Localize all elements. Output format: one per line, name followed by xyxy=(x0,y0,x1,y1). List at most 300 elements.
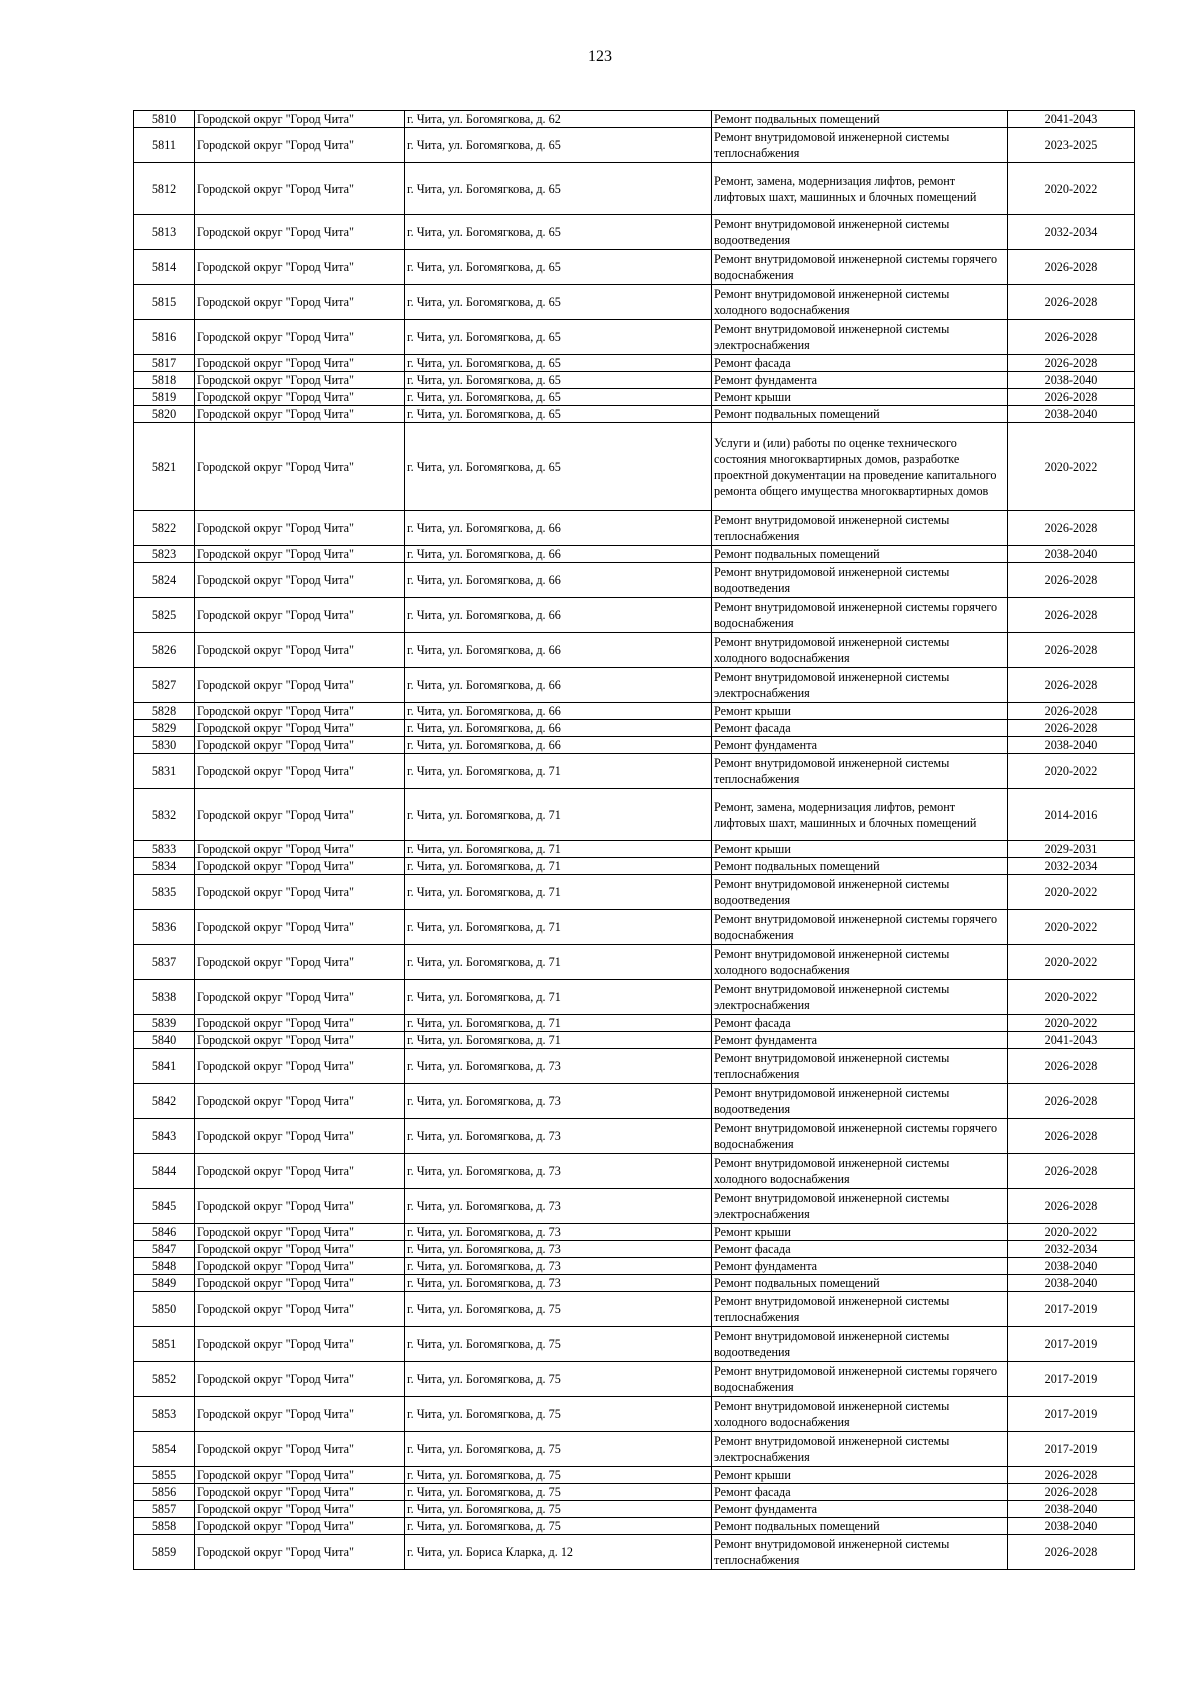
cell-period: 2026-2028 xyxy=(1008,633,1135,668)
table-row xyxy=(134,1154,1135,1189)
cell-work-type: Ремонт внутридомовой инженерной системы электроснабжения xyxy=(712,1189,1008,1224)
cell-period: 2038-2040 xyxy=(1008,1275,1135,1292)
cell-municipality: Городской округ "Город Чита" xyxy=(195,858,405,875)
cell-work-type: Ремонт крыши xyxy=(712,703,1008,720)
cell-row-number: 5845 xyxy=(134,1189,195,1224)
cell-work-type: Ремонт внутридомовой инженерной системы холодного водоснабжения xyxy=(712,285,1008,320)
cell-period: 2020-2022 xyxy=(1008,163,1135,215)
cell-address: г. Чита, ул. Богомягкова, д. 73 xyxy=(405,1258,712,1275)
cell-address: г. Чита, ул. Богомягкова, д. 71 xyxy=(405,980,712,1015)
cell-row-number: 5846 xyxy=(134,1224,195,1241)
cell-address: г. Чита, ул. Богомягкова, д. 75 xyxy=(405,1518,712,1535)
table-row xyxy=(134,1467,1135,1484)
cell-municipality: Городской округ "Город Чита" xyxy=(195,1535,405,1570)
cell-work-type: Ремонт фундамента xyxy=(712,372,1008,389)
cell-work-type: Ремонт внутридомовой инженерной системы водоотведения xyxy=(712,1084,1008,1119)
cell-row-number: 5833 xyxy=(134,841,195,858)
cell-row-number: 5831 xyxy=(134,754,195,789)
table-row xyxy=(134,511,1135,546)
cell-work-type: Ремонт внутридомовой инженерной системы холодного водоснабжения xyxy=(712,1154,1008,1189)
cell-work-type: Ремонт внутридомовой инженерной системы горячего водоснабжения xyxy=(712,598,1008,633)
cell-period: 2020-2022 xyxy=(1008,875,1135,910)
cell-period: 2041-2043 xyxy=(1008,1032,1135,1049)
table-row xyxy=(134,1049,1135,1084)
table-row xyxy=(134,1258,1135,1275)
table-row xyxy=(134,1432,1135,1467)
cell-period: 2026-2028 xyxy=(1008,1189,1135,1224)
cell-address: г. Чита, ул. Богомягкова, д. 65 xyxy=(405,163,712,215)
cell-work-type: Ремонт подвальных помещений xyxy=(712,1518,1008,1535)
cell-work-type: Ремонт, замена, модернизация лифтов, ремонт лифтовых шахт, машинных и блочных помещений xyxy=(712,163,1008,215)
cell-period: 2038-2040 xyxy=(1008,1518,1135,1535)
cell-period: 2026-2028 xyxy=(1008,320,1135,355)
cell-municipality: Городской округ "Город Чита" xyxy=(195,945,405,980)
table-row xyxy=(134,754,1135,789)
cell-address: г. Чита, ул. Богомягкова, д. 73 xyxy=(405,1189,712,1224)
cell-municipality: Городской округ "Город Чита" xyxy=(195,215,405,250)
cell-municipality: Городской округ "Город Чита" xyxy=(195,1397,405,1432)
cell-period: 2026-2028 xyxy=(1008,1049,1135,1084)
table-row xyxy=(134,1501,1135,1518)
table-row xyxy=(134,389,1135,406)
cell-address: г. Чита, ул. Богомягкова, д. 66 xyxy=(405,633,712,668)
cell-address: г. Чита, ул. Богомягкова, д. 75 xyxy=(405,1501,712,1518)
cell-row-number: 5848 xyxy=(134,1258,195,1275)
cell-municipality: Городской округ "Город Чита" xyxy=(195,1224,405,1241)
cell-work-type: Услуги и (или) работы по оценке технического состояния многоквартирных домов, разработке проектной документации на проведение капитального ремонта общего имущества многоквартирных домов xyxy=(712,423,1008,511)
table-row xyxy=(134,1032,1135,1049)
cell-period: 2026-2028 xyxy=(1008,1467,1135,1484)
cell-address: г. Чита, ул. Богомягкова, д. 73 xyxy=(405,1049,712,1084)
cell-period: 2038-2040 xyxy=(1008,372,1135,389)
table-row xyxy=(134,423,1135,511)
table-row xyxy=(134,1224,1135,1241)
table-row xyxy=(134,633,1135,668)
cell-municipality: Городской округ "Город Чита" xyxy=(195,1084,405,1119)
cell-municipality: Городской округ "Город Чита" xyxy=(195,1032,405,1049)
cell-municipality: Городской округ "Город Чита" xyxy=(195,406,405,423)
cell-address: г. Чита, ул. Богомягкова, д. 75 xyxy=(405,1467,712,1484)
cell-address: г. Чита, ул. Богомягкова, д. 73 xyxy=(405,1154,712,1189)
cell-address: г. Чита, ул. Богомягкова, д. 65 xyxy=(405,372,712,389)
cell-work-type: Ремонт крыши xyxy=(712,389,1008,406)
cell-municipality: Городской округ "Город Чита" xyxy=(195,511,405,546)
cell-address: г. Чита, ул. Богомягкова, д. 75 xyxy=(405,1292,712,1327)
cell-row-number: 5850 xyxy=(134,1292,195,1327)
table-row xyxy=(134,406,1135,423)
cell-period: 2032-2034 xyxy=(1008,858,1135,875)
cell-work-type: Ремонт фундамента xyxy=(712,737,1008,754)
cell-work-type: Ремонт фасада xyxy=(712,720,1008,737)
cell-municipality: Городской округ "Город Чита" xyxy=(195,1275,405,1292)
cell-municipality: Городской округ "Город Чита" xyxy=(195,1241,405,1258)
cell-municipality: Городской округ "Город Чита" xyxy=(195,789,405,841)
cell-period: 2026-2028 xyxy=(1008,511,1135,546)
table-row xyxy=(134,1015,1135,1032)
cell-address: г. Чита, ул. Богомягкова, д. 73 xyxy=(405,1084,712,1119)
cell-period: 2026-2028 xyxy=(1008,1119,1135,1154)
table-row xyxy=(134,945,1135,980)
cell-row-number: 5836 xyxy=(134,910,195,945)
cell-municipality: Городской округ "Город Чита" xyxy=(195,423,405,511)
cell-period: 2026-2028 xyxy=(1008,598,1135,633)
cell-row-number: 5812 xyxy=(134,163,195,215)
cell-work-type: Ремонт внутридомовой инженерной системы горячего водоснабжения xyxy=(712,1362,1008,1397)
cell-row-number: 5810 xyxy=(134,111,195,128)
cell-row-number: 5820 xyxy=(134,406,195,423)
cell-period: 2017-2019 xyxy=(1008,1397,1135,1432)
cell-row-number: 5816 xyxy=(134,320,195,355)
cell-row-number: 5838 xyxy=(134,980,195,1015)
cell-municipality: Городской округ "Город Чита" xyxy=(195,703,405,720)
cell-address: г. Чита, ул. Богомягкова, д. 66 xyxy=(405,546,712,563)
cell-address: г. Чита, ул. Богомягкова, д. 66 xyxy=(405,511,712,546)
cell-period: 2038-2040 xyxy=(1008,546,1135,563)
cell-municipality: Городской округ "Город Чита" xyxy=(195,389,405,406)
cell-row-number: 5837 xyxy=(134,945,195,980)
cell-address: г. Чита, ул. Богомягкова, д. 65 xyxy=(405,389,712,406)
cell-row-number: 5847 xyxy=(134,1241,195,1258)
cell-row-number: 5834 xyxy=(134,858,195,875)
cell-address: г. Чита, ул. Бориса Кларка, д. 12 xyxy=(405,1535,712,1570)
cell-address: г. Чита, ул. Богомягкова, д. 65 xyxy=(405,406,712,423)
cell-municipality: Городской округ "Город Чита" xyxy=(195,598,405,633)
table-row xyxy=(134,1189,1135,1224)
cell-period: 2020-2022 xyxy=(1008,423,1135,511)
cell-row-number: 5829 xyxy=(134,720,195,737)
cell-address: г. Чита, ул. Богомягкова, д. 75 xyxy=(405,1327,712,1362)
cell-period: 2014-2016 xyxy=(1008,789,1135,841)
cell-work-type: Ремонт внутридомовой инженерной системы электроснабжения xyxy=(712,668,1008,703)
cell-address: г. Чита, ул. Богомягкова, д. 73 xyxy=(405,1275,712,1292)
cell-address: г. Чита, ул. Богомягкова, д. 71 xyxy=(405,789,712,841)
cell-address: г. Чита, ул. Богомягкова, д. 66 xyxy=(405,563,712,598)
cell-work-type: Ремонт внутридомовой инженерной системы водоотведения xyxy=(712,875,1008,910)
cell-address: г. Чита, ул. Богомягкова, д. 75 xyxy=(405,1484,712,1501)
cell-work-type: Ремонт подвальных помещений xyxy=(712,1275,1008,1292)
cell-period: 2026-2028 xyxy=(1008,285,1135,320)
cell-row-number: 5832 xyxy=(134,789,195,841)
cell-address: г. Чита, ул. Богомягкова, д. 71 xyxy=(405,910,712,945)
cell-period: 2038-2040 xyxy=(1008,737,1135,754)
table-body xyxy=(134,111,1135,1570)
cell-address: г. Чита, ул. Богомягкова, д. 65 xyxy=(405,285,712,320)
cell-period: 2026-2028 xyxy=(1008,355,1135,372)
cell-period: 2038-2040 xyxy=(1008,1501,1135,1518)
table-row xyxy=(134,1362,1135,1397)
cell-row-number: 5824 xyxy=(134,563,195,598)
cell-municipality: Городской округ "Город Чита" xyxy=(195,668,405,703)
cell-address: г. Чита, ул. Богомягкова, д. 65 xyxy=(405,215,712,250)
table-row xyxy=(134,372,1135,389)
cell-municipality: Городской округ "Город Чита" xyxy=(195,1119,405,1154)
cell-municipality: Городской округ "Город Чита" xyxy=(195,563,405,598)
table-row xyxy=(134,1518,1135,1535)
cell-period: 2020-2022 xyxy=(1008,754,1135,789)
cell-municipality: Городской округ "Город Чита" xyxy=(195,1015,405,1032)
cell-municipality: Городской округ "Город Чита" xyxy=(195,875,405,910)
cell-row-number: 5854 xyxy=(134,1432,195,1467)
table-row xyxy=(134,1292,1135,1327)
cell-address: г. Чита, ул. Богомягкова, д. 71 xyxy=(405,945,712,980)
cell-work-type: Ремонт внутридомовой инженерной системы водоотведения xyxy=(712,1327,1008,1362)
cell-period: 2026-2028 xyxy=(1008,1084,1135,1119)
cell-row-number: 5815 xyxy=(134,285,195,320)
cell-work-type: Ремонт подвальных помещений xyxy=(712,858,1008,875)
cell-work-type: Ремонт фундамента xyxy=(712,1032,1008,1049)
cell-row-number: 5823 xyxy=(134,546,195,563)
cell-municipality: Городской округ "Город Чита" xyxy=(195,128,405,163)
cell-municipality: Городской округ "Город Чита" xyxy=(195,285,405,320)
cell-work-type: Ремонт фасада xyxy=(712,1241,1008,1258)
cell-period: 2017-2019 xyxy=(1008,1362,1135,1397)
cell-period: 2029-2031 xyxy=(1008,841,1135,858)
table-row xyxy=(134,858,1135,875)
cell-work-type: Ремонт внутридомовой инженерной системы электроснабжения xyxy=(712,980,1008,1015)
cell-work-type: Ремонт внутридомовой инженерной системы горячего водоснабжения xyxy=(712,1119,1008,1154)
cell-period: 2020-2022 xyxy=(1008,1224,1135,1241)
table-row xyxy=(134,320,1135,355)
cell-row-number: 5856 xyxy=(134,1484,195,1501)
cell-period: 2026-2028 xyxy=(1008,1154,1135,1189)
table-row xyxy=(134,1084,1135,1119)
cell-address: г. Чита, ул. Богомягкова, д. 65 xyxy=(405,250,712,285)
cell-row-number: 5849 xyxy=(134,1275,195,1292)
cell-work-type: Ремонт фундамента xyxy=(712,1258,1008,1275)
cell-municipality: Городской округ "Город Чита" xyxy=(195,1518,405,1535)
cell-work-type: Ремонт фасада xyxy=(712,1484,1008,1501)
cell-row-number: 5811 xyxy=(134,128,195,163)
cell-work-type: Ремонт крыши xyxy=(712,841,1008,858)
cell-row-number: 5827 xyxy=(134,668,195,703)
cell-municipality: Городской округ "Город Чита" xyxy=(195,1292,405,1327)
table-row xyxy=(134,1535,1135,1570)
table-row xyxy=(134,668,1135,703)
cell-period: 2026-2028 xyxy=(1008,1535,1135,1570)
table-row xyxy=(134,128,1135,163)
cell-period: 2038-2040 xyxy=(1008,1258,1135,1275)
table-row xyxy=(134,910,1135,945)
cell-work-type: Ремонт внутридомовой инженерной системы электроснабжения xyxy=(712,320,1008,355)
cell-row-number: 5830 xyxy=(134,737,195,754)
cell-period: 2032-2034 xyxy=(1008,1241,1135,1258)
cell-row-number: 5858 xyxy=(134,1518,195,1535)
cell-municipality: Городской округ "Город Чита" xyxy=(195,910,405,945)
cell-address: г. Чита, ул. Богомягкова, д. 65 xyxy=(405,423,712,511)
cell-municipality: Городской округ "Город Чита" xyxy=(195,754,405,789)
cell-municipality: Городской округ "Город Чита" xyxy=(195,1467,405,1484)
cell-row-number: 5822 xyxy=(134,511,195,546)
cell-address: г. Чита, ул. Богомягкова, д. 73 xyxy=(405,1119,712,1154)
cell-municipality: Городской округ "Город Чита" xyxy=(195,1484,405,1501)
page-number: 123 xyxy=(588,48,612,65)
cell-period: 2023-2025 xyxy=(1008,128,1135,163)
cell-work-type: Ремонт внутридомовой инженерной системы водоотведения xyxy=(712,215,1008,250)
table-row xyxy=(134,720,1135,737)
cell-work-type: Ремонт крыши xyxy=(712,1224,1008,1241)
cell-municipality: Городской округ "Город Чита" xyxy=(195,163,405,215)
cell-row-number: 5859 xyxy=(134,1535,195,1570)
table-row xyxy=(134,980,1135,1015)
cell-address: г. Чита, ул. Богомягкова, д. 73 xyxy=(405,1224,712,1241)
cell-period: 2032-2034 xyxy=(1008,215,1135,250)
cell-period: 2017-2019 xyxy=(1008,1327,1135,1362)
cell-address: г. Чита, ул. Богомягкова, д. 66 xyxy=(405,668,712,703)
cell-municipality: Городской округ "Город Чита" xyxy=(195,355,405,372)
table-row xyxy=(134,285,1135,320)
cell-row-number: 5817 xyxy=(134,355,195,372)
cell-address: г. Чита, ул. Богомягкова, д. 73 xyxy=(405,1241,712,1258)
cell-row-number: 5835 xyxy=(134,875,195,910)
table-row xyxy=(134,111,1135,128)
cell-municipality: Городской округ "Город Чита" xyxy=(195,980,405,1015)
cell-work-type: Ремонт внутридомовой инженерной системы теплоснабжения xyxy=(712,1535,1008,1570)
table-row xyxy=(134,546,1135,563)
cell-address: г. Чита, ул. Богомягкова, д. 71 xyxy=(405,875,712,910)
cell-period: 2026-2028 xyxy=(1008,703,1135,720)
cell-work-type: Ремонт внутридомовой инженерной системы горячего водоснабжения xyxy=(712,910,1008,945)
cell-row-number: 5843 xyxy=(134,1119,195,1154)
cell-address: г. Чита, ул. Богомягкова, д. 66 xyxy=(405,703,712,720)
cell-address: г. Чита, ул. Богомягкова, д. 71 xyxy=(405,754,712,789)
cell-municipality: Городской округ "Город Чита" xyxy=(195,372,405,389)
cell-municipality: Городской округ "Город Чита" xyxy=(195,633,405,668)
cell-address: г. Чита, ул. Богомягкова, д. 66 xyxy=(405,737,712,754)
cell-row-number: 5828 xyxy=(134,703,195,720)
cell-address: г. Чита, ул. Богомягкова, д. 71 xyxy=(405,841,712,858)
cell-period: 2020-2022 xyxy=(1008,945,1135,980)
cell-row-number: 5852 xyxy=(134,1362,195,1397)
cell-work-type: Ремонт подвальных помещений xyxy=(712,406,1008,423)
cell-period: 2020-2022 xyxy=(1008,910,1135,945)
table-row xyxy=(134,1275,1135,1292)
cell-municipality: Городской округ "Город Чита" xyxy=(195,1049,405,1084)
table-row xyxy=(134,1327,1135,1362)
cell-work-type: Ремонт внутридомовой инженерной системы теплоснабжения xyxy=(712,128,1008,163)
cell-work-type: Ремонт внутридомовой инженерной системы горячего водоснабжения xyxy=(712,250,1008,285)
table-row xyxy=(134,737,1135,754)
cell-address: г. Чита, ул. Богомягкова, д. 71 xyxy=(405,1032,712,1049)
table-row xyxy=(134,1484,1135,1501)
cell-row-number: 5853 xyxy=(134,1397,195,1432)
cell-row-number: 5844 xyxy=(134,1154,195,1189)
cell-work-type: Ремонт внутридомовой инженерной системы водоотведения xyxy=(712,563,1008,598)
cell-municipality: Городской округ "Город Чита" xyxy=(195,1501,405,1518)
cell-work-type: Ремонт внутридомовой инженерной системы холодного водоснабжения xyxy=(712,1397,1008,1432)
cell-work-type: Ремонт внутридомовой инженерной системы теплоснабжения xyxy=(712,754,1008,789)
cell-address: г. Чита, ул. Богомягкова, д. 75 xyxy=(405,1397,712,1432)
cell-period: 2017-2019 xyxy=(1008,1292,1135,1327)
cell-address: г. Чита, ул. Богомягкова, д. 71 xyxy=(405,1015,712,1032)
cell-municipality: Городской округ "Город Чита" xyxy=(195,841,405,858)
table-row xyxy=(134,1241,1135,1258)
cell-period: 2038-2040 xyxy=(1008,406,1135,423)
cell-period: 2026-2028 xyxy=(1008,720,1135,737)
cell-period: 2026-2028 xyxy=(1008,1484,1135,1501)
cell-municipality: Городской округ "Город Чита" xyxy=(195,1432,405,1467)
cell-row-number: 5821 xyxy=(134,423,195,511)
cell-municipality: Городской округ "Город Чита" xyxy=(195,1362,405,1397)
cell-address: г. Чита, ул. Богомягкова, д. 62 xyxy=(405,111,712,128)
cell-address: г. Чита, ул. Богомягкова, д. 71 xyxy=(405,858,712,875)
cell-municipality: Городской округ "Город Чита" xyxy=(195,546,405,563)
table-row xyxy=(134,875,1135,910)
cell-municipality: Городской округ "Город Чита" xyxy=(195,1189,405,1224)
cell-address: г. Чита, ул. Богомягкова, д. 65 xyxy=(405,128,712,163)
cell-period: 2020-2022 xyxy=(1008,1015,1135,1032)
cell-period: 2041-2043 xyxy=(1008,111,1135,128)
table-row xyxy=(134,1397,1135,1432)
cell-work-type: Ремонт подвальных помещений xyxy=(712,546,1008,563)
table-row xyxy=(134,841,1135,858)
table-row xyxy=(134,355,1135,372)
cell-period: 2017-2019 xyxy=(1008,1432,1135,1467)
cell-row-number: 5851 xyxy=(134,1327,195,1362)
cell-work-type: Ремонт внутридомовой инженерной системы теплоснабжения xyxy=(712,1049,1008,1084)
cell-municipality: Городской округ "Город Чита" xyxy=(195,1154,405,1189)
cell-row-number: 5842 xyxy=(134,1084,195,1119)
cell-municipality: Городской округ "Город Чита" xyxy=(195,320,405,355)
cell-row-number: 5839 xyxy=(134,1015,195,1032)
table-row xyxy=(134,598,1135,633)
cell-municipality: Городской округ "Город Чита" xyxy=(195,111,405,128)
cell-work-type: Ремонт внутридомовой инженерной системы теплоснабжения xyxy=(712,1292,1008,1327)
cell-municipality: Городской округ "Город Чита" xyxy=(195,1327,405,1362)
cell-work-type: Ремонт внутридомовой инженерной системы холодного водоснабжения xyxy=(712,945,1008,980)
table-row xyxy=(134,563,1135,598)
cell-row-number: 5857 xyxy=(134,1501,195,1518)
cell-municipality: Городской округ "Город Чита" xyxy=(195,1258,405,1275)
cell-address: г. Чита, ул. Богомягкова, д. 75 xyxy=(405,1362,712,1397)
cell-period: 2026-2028 xyxy=(1008,563,1135,598)
cell-work-type: Ремонт фундамента xyxy=(712,1501,1008,1518)
cell-work-type: Ремонт крыши xyxy=(712,1467,1008,1484)
cell-row-number: 5841 xyxy=(134,1049,195,1084)
cell-municipality: Городской округ "Город Чита" xyxy=(195,737,405,754)
cell-address: г. Чита, ул. Богомягкова, д. 66 xyxy=(405,720,712,737)
table-row xyxy=(134,789,1135,841)
cell-work-type: Ремонт, замена, модернизация лифтов, ремонт лифтовых шахт, машинных и блочных помещений xyxy=(712,789,1008,841)
table-row xyxy=(134,703,1135,720)
table-row xyxy=(134,215,1135,250)
cell-row-number: 5814 xyxy=(134,250,195,285)
cell-period: 2026-2028 xyxy=(1008,668,1135,703)
cell-address: г. Чита, ул. Богомягкова, д. 75 xyxy=(405,1432,712,1467)
cell-row-number: 5855 xyxy=(134,1467,195,1484)
table-row xyxy=(134,163,1135,215)
cell-period: 2026-2028 xyxy=(1008,250,1135,285)
cell-row-number: 5818 xyxy=(134,372,195,389)
repair-schedule-table xyxy=(133,110,1135,1570)
cell-work-type: Ремонт фасада xyxy=(712,1015,1008,1032)
cell-work-type: Ремонт подвальных помещений xyxy=(712,111,1008,128)
cell-municipality: Городской округ "Город Чита" xyxy=(195,250,405,285)
cell-address: г. Чита, ул. Богомягкова, д. 66 xyxy=(405,598,712,633)
cell-row-number: 5826 xyxy=(134,633,195,668)
cell-row-number: 5840 xyxy=(134,1032,195,1049)
cell-municipality: Городской округ "Город Чита" xyxy=(195,720,405,737)
cell-address: г. Чита, ул. Богомягкова, д. 65 xyxy=(405,320,712,355)
cell-work-type: Ремонт фасада xyxy=(712,355,1008,372)
table-row xyxy=(134,1119,1135,1154)
cell-period: 2020-2022 xyxy=(1008,980,1135,1015)
cell-work-type: Ремонт внутридомовой инженерной системы электроснабжения xyxy=(712,1432,1008,1467)
cell-period: 2026-2028 xyxy=(1008,389,1135,406)
cell-row-number: 5819 xyxy=(134,389,195,406)
cell-address: г. Чита, ул. Богомягкова, д. 65 xyxy=(405,355,712,372)
cell-work-type: Ремонт внутридомовой инженерной системы теплоснабжения xyxy=(712,511,1008,546)
table-row xyxy=(134,250,1135,285)
